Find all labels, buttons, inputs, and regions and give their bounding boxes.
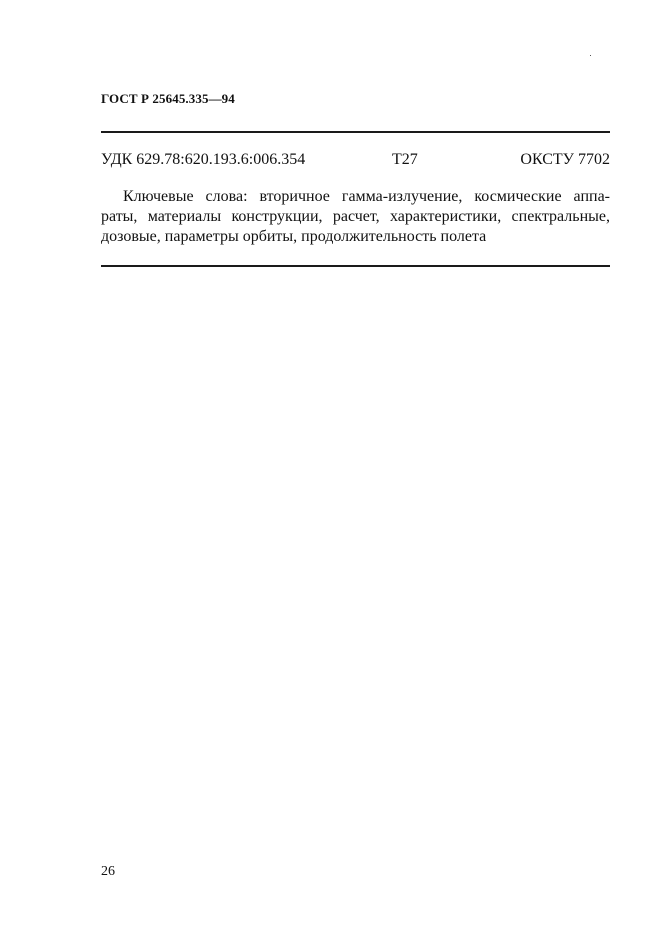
udk-code: УДК 629.78:620.193.6:006.354 [101, 151, 306, 168]
group-code: Т27 [392, 151, 418, 168]
document-code: ГОСТ Р 25645.335—94 [101, 91, 235, 106]
page-number: 26 [101, 864, 115, 879]
top-divider [101, 131, 610, 133]
keywords-line: раты, материалы конструкции, расчет, характеристики, спектральные, [101, 208, 610, 225]
oksty-code: ОКСТУ 7702 [520, 151, 610, 168]
classification-row [101, 151, 610, 173]
keywords-line: Ключевые слова: вторичное гамма-излучение, космические аппа- [123, 188, 610, 205]
keywords-line: дозовые, параметры орбиты, продолжительность полета [101, 228, 487, 245]
scan-speck [590, 55, 591, 56]
keywords-paragraph [101, 187, 610, 247]
bottom-divider [101, 265, 610, 267]
